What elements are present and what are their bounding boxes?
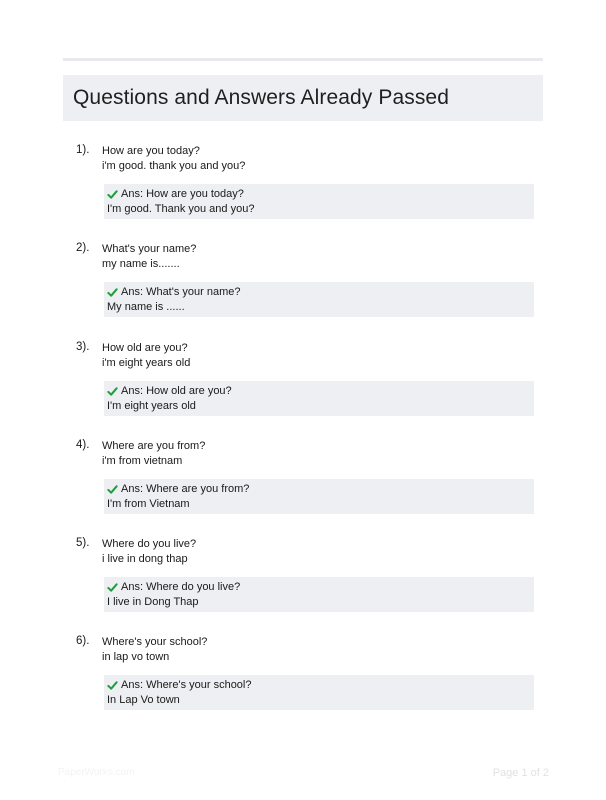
- answer-box: [104, 479, 534, 514]
- response-text: my name is.......: [102, 258, 180, 271]
- answer-prompt: Ans: How old are you?: [121, 384, 232, 397]
- qa-item: [63, 634, 543, 732]
- question-text: Where do you live?: [102, 538, 197, 551]
- question-text: How are you today?: [102, 145, 200, 157]
- check-icon: [107, 582, 118, 593]
- answer-prompt: Ans: Where are you from?: [121, 482, 250, 495]
- qa-item: [63, 438, 543, 536]
- question-text: Where are you from?: [102, 439, 206, 452]
- qa-item: [63, 340, 543, 438]
- answer-header: [107, 187, 534, 202]
- answer-text: My name is ......: [107, 301, 185, 314]
- qa-item: [63, 143, 543, 241]
- answer-prompt: Ans: Where do you live?: [121, 581, 241, 594]
- answer-prompt: Ans: What's your name?: [121, 286, 241, 299]
- answer-box: [104, 675, 534, 710]
- answer-box: [104, 381, 534, 416]
- response-text: i'm from vietnam: [102, 454, 183, 467]
- item-number: 6).: [76, 635, 90, 648]
- answer-box: [104, 282, 534, 317]
- answer-header: [107, 285, 534, 300]
- page-title: Questions and Answers Already Passed: [73, 86, 449, 109]
- item-number: 4).: [76, 438, 90, 451]
- footer-brand: PaperWorks.com: [58, 767, 135, 778]
- question-text: What's your name?: [102, 243, 197, 256]
- response-text: i live in dong thap: [102, 553, 188, 566]
- qa-item: [63, 241, 543, 339]
- check-icon: [107, 484, 118, 495]
- answer-box: [104, 577, 534, 612]
- answer-header: [107, 384, 534, 399]
- response-text: i'm eight years old: [102, 356, 191, 369]
- answer-text: In Lap Vo town: [107, 694, 180, 707]
- item-number: 1).: [76, 144, 90, 156]
- answer-text: I'm eight years old: [107, 399, 196, 412]
- check-icon: [107, 287, 118, 298]
- response-text: in lap vo town: [102, 651, 170, 664]
- answer-header: [107, 482, 534, 497]
- answer-header: [107, 580, 534, 595]
- check-icon: [107, 189, 118, 200]
- response-text: i'm good. thank you and you?: [102, 160, 246, 172]
- question-text: How old are you?: [102, 341, 188, 354]
- item-number: 3).: [76, 340, 90, 353]
- check-icon: [107, 680, 118, 691]
- answer-prompt: Ans: How are you today?: [121, 188, 244, 200]
- item-number: 2).: [76, 242, 90, 255]
- question-text: Where's your school?: [102, 636, 208, 649]
- title-banner: [63, 75, 543, 121]
- top-divider: [63, 58, 543, 61]
- check-icon: [107, 386, 118, 397]
- answer-box: [104, 184, 534, 219]
- qa-item: [63, 536, 543, 634]
- answer-prompt: Ans: Where's your school?: [121, 679, 252, 692]
- answer-header: [107, 678, 534, 693]
- answer-text: I'm good. Thank you and you?: [107, 203, 255, 215]
- qa-list: [63, 143, 543, 733]
- answer-text: I live in Dong Thap: [107, 596, 199, 609]
- page-indicator: Page 1 of 2: [492, 767, 549, 779]
- item-number: 5).: [76, 537, 90, 550]
- answer-text: I'm from Vietnam: [107, 497, 190, 510]
